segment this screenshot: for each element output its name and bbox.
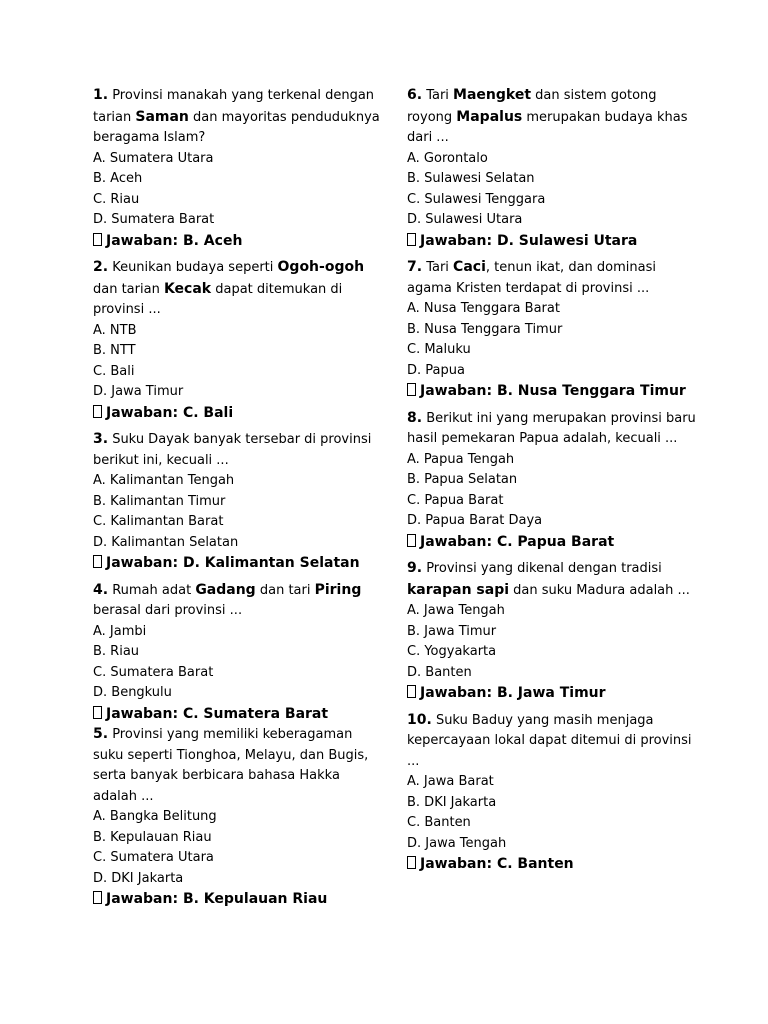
answer-key [93,704,383,725]
answer-option: C. Sumatera Barat [93,664,214,680]
answer-option: D. Jawa Timur [93,384,184,399]
question-text [407,257,697,299]
question-9 [407,558,697,704]
answer-option: B. Papua Selatan [407,472,518,487]
answer-key [407,381,697,402]
keyword: Kecak [163,280,212,297]
question-7 [407,257,697,402]
right-column [407,85,697,881]
answer-key [93,403,383,424]
answer-option: C. Maluku [407,342,471,357]
keyword: Mapalus [456,108,523,125]
answer-text: Jawaban: C. Banten [420,856,574,872]
question-text-part: Berikut ini yang merupakan provinsi baru hasil pemekaran Papua adalah, kecuali ... [407,410,696,446]
answer-text: Jawaban: B. Aceh [106,232,243,249]
answer-option: A. Jambi [93,623,147,639]
question-text [93,85,383,149]
answer-option: B. Aceh [93,171,143,186]
question-text [93,580,383,622]
answer-option: D. Kalimantan Selatan [93,534,239,550]
answer-text: Jawaban: B. Nusa Tenggara Timur [420,383,686,399]
answer-option: D. Sumatera Barat [93,212,215,227]
question-number: 8. [407,409,423,426]
answer-option: C. Papua Barat [407,492,504,508]
question-number: 4. [93,581,109,598]
answer-text: Jawaban: D. Kalimantan Selatan [106,555,360,571]
answer-option: B. Jawa Timur [407,623,497,639]
question-text-part: dan tari [255,582,315,598]
question-10 [407,710,697,875]
answer-option: D. Sulawesi Utara [407,212,523,227]
answer-option: D. Papua Barat Daya [407,513,543,528]
answer-option: A. Sumatera Utara [93,150,214,166]
answer-key [407,854,697,875]
answer-option: C. Yogyakarta [407,644,497,659]
question-number: 7. [407,259,423,275]
answer-option: D. Papua [407,362,465,378]
question-number: 9. [407,560,423,576]
question-text-part: dapat ditemukan di provinsi ... [93,281,343,317]
question-text-part: , tenun ikat, dan dominasi agama Kristen terdapat di provinsi ... [407,260,656,296]
question-text-part: dan sistem gotong royong [407,88,657,125]
answer-key [407,231,697,252]
answer-option: C. Kalimantan Barat [93,514,224,529]
question-text-part: Provinsi manakah yang terkenal dengan tarian [93,88,375,125]
question-3 [93,429,383,574]
question-text-part: Provinsi yang dikenal dengan tradisi [422,561,662,576]
question-4 [93,580,383,725]
answer-key [407,683,697,704]
keyword: Gadang [195,581,256,598]
question-text-part: Tari [422,260,454,275]
question-number: 6. [407,87,423,103]
keyword: Caci [453,259,486,275]
answer-text: Jawaban: C. Sumatera Barat [106,705,329,722]
answer-option: A. NTB [93,322,137,338]
answer-option: B. Riau [93,644,140,659]
question-text-part: Suku Dayak banyak tersebar di provinsi berikut ini, kecuali ... [93,432,372,468]
answer-option: C. Riau [93,191,140,207]
answer-option: B. Nusa Tenggara Timur [407,321,563,337]
keyword: Saman [135,108,189,125]
question-6 [407,85,697,251]
checkbox-glyph-icon [93,706,102,719]
question-text [93,429,383,471]
question-text-part: berasal dari provinsi ... [93,603,243,618]
question-1 [93,85,383,251]
answer-option: A. Kalimantan Tengah [93,473,235,488]
answer-option: B. Kepulauan Riau [93,829,212,845]
answer-option: A. Papua Tengah [407,451,515,467]
answer-text: Jawaban: B. Kepulauan Riau [106,891,328,907]
answer-option: A. Bangka Belitung [93,809,217,824]
question-2 [93,257,383,423]
checkbox-glyph-icon [93,555,102,568]
answer-text: Jawaban: D. Sulawesi Utara [420,232,638,249]
question-number: 3. [93,431,109,447]
answer-option: A. Jawa Tengah [407,603,505,618]
answer-option: B. Sulawesi Selatan [407,171,535,186]
checkbox-glyph-icon [407,383,416,396]
question-text-part: Rumah adat [108,582,196,598]
answer-option: B. Kalimantan Timur [93,493,226,509]
question-text [407,85,697,149]
question-text [407,408,697,450]
answer-option: D. Bengkulu [93,685,172,700]
answer-option: D. Banten [407,664,472,680]
question-text-part: dan suku Madura adalah ... [509,582,690,598]
answer-option: B. DKI Jakarta [407,794,497,810]
question-number: 1. [93,87,109,103]
question-text-part: Keunikan budaya seperti [108,260,278,275]
answer-option: D. Jawa Tengah [407,835,507,851]
keyword: Ogoh-ogoh [277,259,365,275]
question-text [407,558,697,601]
question-number: 10. [407,711,432,728]
checkbox-glyph-icon [407,856,416,869]
answer-option: C. Banten [407,815,471,830]
answer-key [93,889,383,910]
answer-option: C. Bali [93,363,135,379]
checkbox-glyph-icon [93,891,102,904]
question-text [93,724,383,807]
answer-text: Jawaban: C. Papua Barat [420,533,615,550]
left-column [93,85,383,916]
question-number: 5. [93,726,109,742]
checkbox-glyph-icon [407,534,416,547]
question-text-part: Suku Baduy yang masih menjaga kepercayaan lokal dapat ditemui di provinsi ... [407,712,692,769]
checkbox-glyph-icon [93,405,102,418]
answer-option: C. Sumatera Utara [93,850,214,865]
question-text-part: merupakan budaya khas dari ... [407,109,688,145]
answer-option: C. Sulawesi Tenggara [407,191,546,207]
question-8 [407,408,697,553]
question-text [407,710,697,773]
keyword: Maengket [453,87,532,103]
answer-option: D. DKI Jakarta [93,870,184,886]
answer-text: Jawaban: C. Bali [106,404,234,421]
answer-key [93,231,383,252]
question-text-part: dan tarian [93,281,164,297]
checkbox-glyph-icon [93,233,102,246]
checkbox-glyph-icon [407,685,416,698]
answer-text: Jawaban: B. Jawa Timur [420,685,606,701]
checkbox-glyph-icon [407,233,416,246]
question-text-part: Tari [422,88,454,103]
answer-option: A. Nusa Tenggara Barat [407,301,560,316]
keyword: Piring [314,581,362,598]
answer-key [407,532,697,553]
question-5 [93,724,383,910]
answer-key [93,553,383,574]
answer-option: B. NTT [93,343,136,358]
question-text-part: dan mayoritas penduduknya beragama Islam? [93,109,380,145]
question-text-part: Provinsi yang memiliki keberagaman suku seperti Tionghoa, Melayu, dan Bugis, serta banyak berbicara bahasa Hakka adalah ... [93,727,369,804]
answer-option: A. Gorontalo [407,150,488,166]
question-number: 2. [93,259,109,275]
keyword: karapan sapi [407,581,510,598]
answer-option: A. Jawa Barat [407,774,494,789]
question-text [93,257,383,321]
